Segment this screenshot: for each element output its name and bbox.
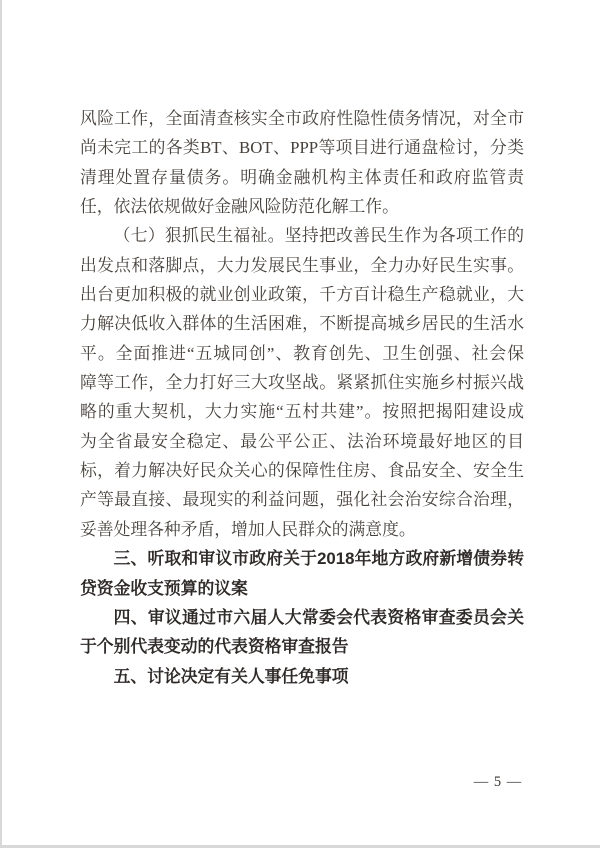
document-body [80, 104, 524, 691]
agenda-heading-line: 四、审议通过市六届人大常委会代表资格审查委员会关 [113, 607, 524, 627]
text-line: 清理处置存量债务。明确金融机构主体责任和政府监管责 [80, 167, 524, 187]
agenda-heading-line: 贷资金收支预算的议案 [80, 578, 248, 598]
text-line: （七）狠抓民生福祉。坚持把改善民生作为各项工作的 [113, 226, 524, 246]
page-number: — 5 — [473, 774, 523, 790]
agenda-heading-line: 三、听取和审议市政府关于2018年地方政府新增债券转 [113, 549, 524, 569]
text-line: 产等最直接、最现实的利益问题，强化社会治安综合治理， [80, 490, 524, 510]
text-line: 妥善处理各种矛盾，增加人民群众的满意度。 [80, 519, 416, 539]
agenda-heading-line: 于个别代表变动的代表资格审查报告 [80, 637, 349, 657]
text-line: 风险工作，全面清查核实全市政府性隐性债务情况，对全市 [80, 109, 524, 128]
text-line: 力解决低收入群体的生活困难，不断提高城乡居民的生活水 [80, 314, 524, 334]
text-line: 障等工作，全力打好三大攻坚战。紧紧抓住实施乡村振兴战 [80, 373, 524, 393]
text-line: 尚未完工的各类BT、BOT、PPP等项目进行通盘检讨，分类 [80, 138, 524, 158]
text-line: 任，依法依规做好金融风险防范化解工作。 [80, 197, 399, 217]
agenda-heading-line: 五、讨论决定有关人事任免事项 [113, 666, 349, 686]
scan-edge-left [0, 0, 2, 848]
text-line: 为全省最安全稳定、最公平公正、法治环境最好地区的目 [80, 431, 524, 451]
text-line: 出发点和落脚点，大力发展民生事业，全力办好民生实事。 [80, 255, 524, 275]
text-line: 出台更加积极的就业创业政策，千方百计稳生产稳就业，大 [80, 285, 524, 305]
text-line: 平。全面推进“五城同创”、教育创先、卫生创强、社会保 [80, 343, 524, 363]
text-line: 标，着力解决好民众关心的保障性住房、食品安全、安全生 [80, 461, 524, 481]
text-line: 略的重大契机，大力实施“五村共建”。按照把揭阳建设成 [80, 402, 524, 422]
